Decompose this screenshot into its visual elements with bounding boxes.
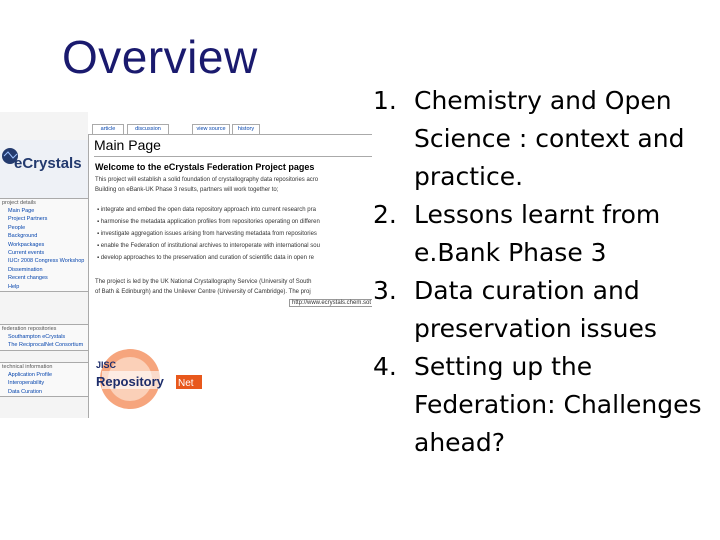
sidebar-item-recent-changes[interactable]: Recent changes: [8, 275, 48, 282]
jisc-word-text: Repository: [96, 374, 164, 389]
sidebar-item-workpackages[interactable]: Workpackages: [8, 241, 45, 248]
list-number: 3.: [373, 276, 397, 305]
list-number: 2.: [373, 200, 397, 229]
list-number: 1.: [373, 86, 397, 115]
list-item: ▪ harmonise the metadata application profiles from repositories operating on differen: [97, 219, 320, 225]
jisc-repositorynet-logo: [92, 347, 222, 411]
jisc-logo-icon: [92, 347, 222, 411]
sidebar-item-application-profile[interactable]: Application Profile: [8, 372, 53, 378]
sidebar-item-reciprocalnet[interactable]: The ReciprocalNet Consortium: [8, 342, 84, 349]
sidebar-item-current-events[interactable]: Current events: [8, 250, 45, 257]
footer-line: The project is led by the UK National Crystallography Service (University of South: [95, 279, 312, 285]
welcome-heading: Welcome to the eCrystals Federation Project pages: [95, 162, 315, 172]
panel-heading: project details: [2, 200, 36, 206]
list-item: ▪ develop approaches to the preservation and curation of scientific data in open re: [97, 255, 314, 261]
sidebar-item-southampton[interactable]: Southampton eCrystals: [8, 334, 66, 340]
page-title: Main Page: [94, 137, 161, 153]
tab-article[interactable]: article: [92, 124, 124, 134]
sidebar-item-background[interactable]: Background: [8, 233, 38, 240]
list-item-text: investigate aggregation issues arising from harvesting metadata from repositories: [100, 231, 317, 237]
tab-discussion[interactable]: discussion: [127, 124, 169, 134]
jisc-net-text: Net: [178, 378, 194, 389]
sidebar-item-interoperability[interactable]: Interoperability: [8, 380, 45, 387]
intro-line: Building on eBank-UK Phase 3 results, partners will work together to;: [95, 187, 279, 193]
tab-view-source[interactable]: view source: [192, 124, 230, 134]
slide-title: Overview: [62, 31, 258, 83]
footer-line: of Bath & Edinburgh) and the Unilever Centre (University of Cambridge). The proj: [95, 289, 311, 295]
website-screenshot: [0, 112, 372, 418]
list-item: [373, 272, 720, 348]
list-item-text: harmonise the metadata application profiles from repositories operating on differen: [100, 219, 320, 225]
sidebar-item-dissemination[interactable]: Dissemination: [8, 266, 43, 273]
list-item-text: Chemistry and Open Science : context and practice.: [414, 86, 693, 191]
outline-list: [373, 82, 720, 462]
list-item: [373, 82, 720, 196]
list-item-text: enable the Federation of institutional archives to interoperate with international sou: [100, 243, 320, 249]
sidebar-item-people[interactable]: People: [8, 224, 26, 231]
list-number: 4.: [373, 352, 397, 381]
panel-heading: federation repositories: [2, 326, 57, 332]
list-item-text: integrate and embed the open data repository approach into current research pra: [100, 207, 316, 213]
list-item: [373, 348, 720, 462]
url-tooltip: http://www.ecrystals.chem.sot: [289, 299, 372, 307]
tab-history[interactable]: history: [232, 124, 260, 134]
sidebar-item-main-page[interactable]: Main Page: [8, 208, 35, 214]
list-item: [373, 196, 720, 272]
sidebar-item-iucr[interactable]: IUCr 2008 Congress Workshop: [8, 258, 85, 265]
list-item-text: Setting up the Federation: Challenges ahead?: [414, 352, 710, 457]
list-item: ▪ integrate and embed the open data repository approach into current research pra: [97, 207, 316, 213]
title-divider: [94, 156, 372, 157]
list-item-text: develop approaches to the preservation and curation of scientific data in open re: [100, 255, 314, 261]
jisc-top-text: JISC: [96, 360, 117, 370]
technical-panel: [0, 362, 88, 397]
sidebar-item-data-curation[interactable]: Data Curation: [8, 388, 42, 395]
logo-text: eCrystals: [14, 155, 82, 172]
list-item: ▪ enable the Federation of institutional archives to interoperate with international sou: [97, 243, 320, 249]
list-item-text: Lessons learnt from e.Bank Phase 3: [414, 200, 669, 267]
federation-panel: [0, 324, 88, 351]
panel-heading: technical information: [2, 364, 53, 370]
sidebar-item-project-partners[interactable]: Project Partners: [8, 216, 48, 223]
intro-line: This project will establish a solid foundation of crystallography data repositories acro: [95, 177, 319, 183]
project-details-panel: [0, 198, 88, 292]
sidebar-item-help[interactable]: Help: [8, 283, 20, 290]
list-item: ▪ investigate aggregation issues arising from harvesting metadata from repositories: [97, 231, 317, 237]
list-item-text: Data curation and preservation issues: [414, 276, 657, 343]
